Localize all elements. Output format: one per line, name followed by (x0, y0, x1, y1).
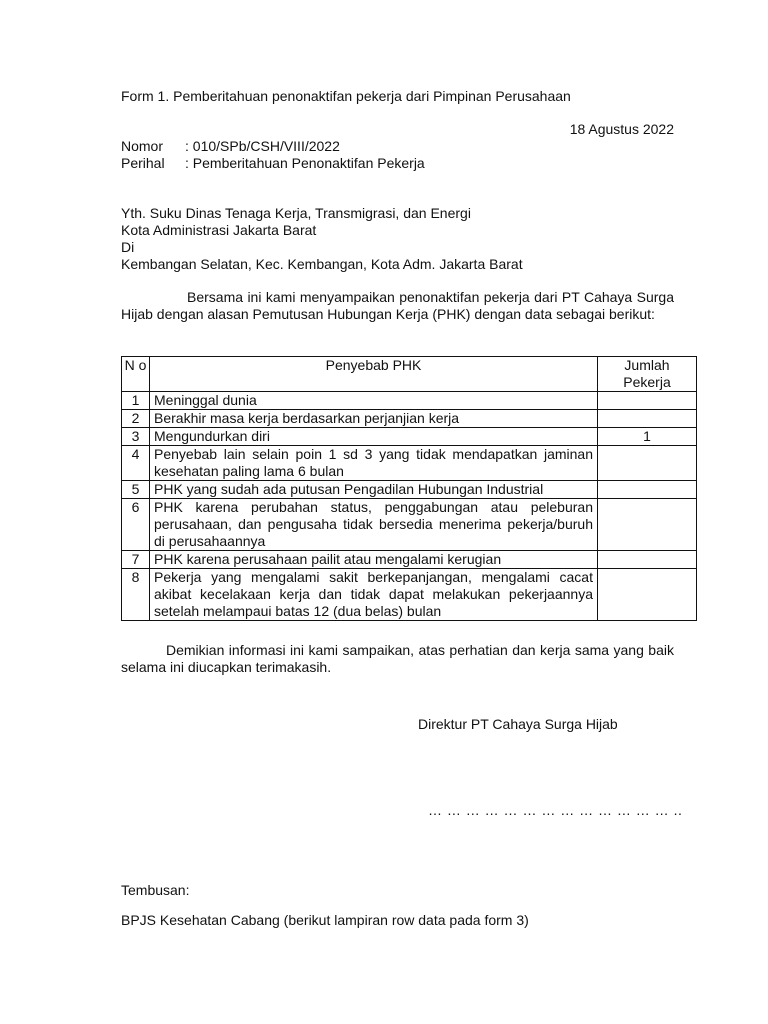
row-qty: 1 (598, 428, 697, 446)
form-title: Form 1. Pemberitahuan penonaktifan pekerja dari Pimpinan Perusahaan (121, 88, 571, 104)
nomor-label: Nomor (121, 138, 164, 154)
table-row (122, 428, 697, 446)
table-row (122, 499, 697, 551)
table-row (122, 569, 697, 621)
table-row (122, 481, 697, 499)
row-no: 5 (122, 481, 150, 499)
table-row (122, 551, 697, 569)
phk-table (121, 356, 697, 621)
header-no: N o (122, 357, 150, 392)
row-cause: Penyebab lain selain poin 1 sd 3 yang tidak mendapatkan jaminan kesehatan paling lama 6 bulan (150, 446, 598, 481)
row-no: 6 (122, 499, 150, 551)
row-qty (598, 481, 697, 499)
row-qty (598, 446, 697, 481)
row-qty (598, 569, 697, 621)
row-cause: PHK karena perusahaan pailit atau mengalami kerugian (150, 551, 598, 569)
row-cause: Pekerja yang mengalami sakit berkepanjangan, mengalami cacat akibat kecelakaan kerja dan tidak dapat melakukan pekerjaannya setelah melampaui batas 12 (dua belas) bulan (150, 569, 598, 621)
row-cause: PHK karena perubahan status, penggabungan atau peleburan perusahaan, dan pengusaha tidak bersedia menerima pekerja/buruh di perusahaannya (150, 499, 598, 551)
closing-paragraph: Demikian informasi ini kami sampaikan, atas perhatian dan kerja sama yang baik selama ini diucapkan terimakasih. (121, 642, 674, 675)
cc-label: Tembusan: (121, 882, 190, 898)
signature-title: Direktur PT Cahaya Surga Hijab (418, 716, 618, 732)
row-no: 1 (122, 392, 150, 410)
table-row (122, 446, 697, 481)
row-qty (598, 551, 697, 569)
row-no: 2 (122, 410, 150, 428)
signature-line: … … … … … … … … … … … … … .. (428, 802, 683, 818)
header-qty: Jumlah Pekerja (598, 357, 697, 392)
table-row (122, 392, 697, 410)
letter-date: 18 Agustus 2022 (569, 121, 674, 137)
row-cause: Meninggal dunia (150, 392, 598, 410)
recipient-line-3: Di (121, 239, 135, 255)
row-cause: Mengundurkan diri (150, 428, 598, 446)
intro-paragraph: Bersama ini kami menyampaikan penonaktifan pekerja dari PT Cahaya Surga Hijab dengan alasan Pemutusan Hubungan Kerja (PHK) dengan data sebagai berikut: (121, 289, 674, 322)
row-no: 7 (122, 551, 150, 569)
row-qty (598, 499, 697, 551)
row-cause: PHK yang sudah ada putusan Pengadilan Hubungan Industrial (150, 481, 598, 499)
recipient-line-4: Kembangan Selatan, Kec. Kembangan, Kota Adm. Jakarta Barat (121, 256, 523, 272)
header-cause: Penyebab PHK (150, 357, 598, 392)
row-no: 4 (122, 446, 150, 481)
row-cause: Berakhir masa kerja berdasarkan perjanjian kerja (150, 410, 598, 428)
recipient-line-1: Yth. Suku Dinas Tenaga Kerja, Transmigrasi, dan Energi (121, 205, 471, 221)
row-qty (598, 392, 697, 410)
nomor-value: : 010/SPb/CSH/VIII/2022 (185, 138, 340, 154)
row-qty (598, 410, 697, 428)
row-no: 3 (122, 428, 150, 446)
recipient-line-2: Kota Administrasi Jakarta Barat (121, 222, 317, 238)
perihal-value: : Pemberitahuan Penonaktifan Pekerja (185, 155, 425, 171)
row-no: 8 (122, 569, 150, 621)
table-header-row (122, 357, 697, 392)
cc-item: BPJS Kesehatan Cabang (berikut lampiran row data pada form 3) (121, 912, 529, 928)
table-row (122, 410, 697, 428)
perihal-label: Perihal (121, 155, 165, 171)
